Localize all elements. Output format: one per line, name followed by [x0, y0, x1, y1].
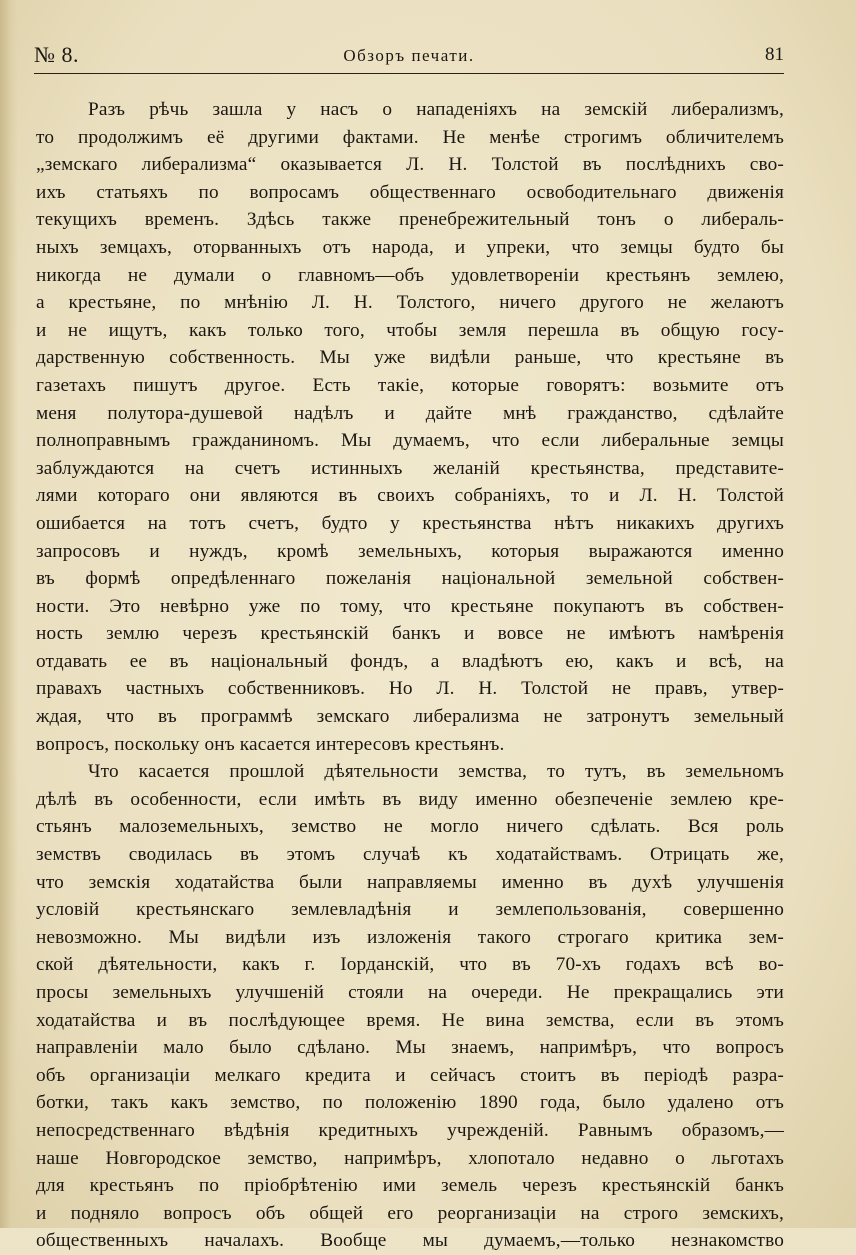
text-line: просы земельныхъ улучшеній стояли на очереди. Не прекращались эти	[36, 982, 784, 1003]
text-line: ждая, что въ программѣ земскаго либерализма не затронутъ земельный	[36, 706, 784, 728]
text-line: стьянъ малоземельныхъ, земство не могло ничего сдѣлать. Вся роль	[36, 816, 784, 838]
text-line: направленіи мало было сдѣлано. Мы знаемъ, напримѣръ, что вопросъ	[36, 1037, 784, 1059]
text-line: вопросъ, поскольку онъ касается интересовъ крестьянъ.	[36, 733, 505, 755]
section-title: Обзоръ печати.	[343, 46, 475, 65]
text-line: непосредственнаго вѣдѣнія кредитныхъ учрежденій. Равнымъ образомъ,—	[36, 1119, 784, 1141]
text-line: то продолжимъ её другими фактами. Не менѣе строгимъ обличителемъ	[36, 126, 784, 148]
text-line: „земскаго либерализма“ оказывается Л. Н. Толстой въ послѣднихъ сво-	[36, 154, 784, 176]
page-number: 81	[765, 44, 784, 65]
text-line: Разъ рѣчь зашла у насъ о нападеніяхъ на земскій либерализмъ,	[88, 99, 784, 120]
text-line: Что касается прошлой дѣятельности земства, то тутъ, въ земельномъ	[88, 761, 784, 783]
text-line: ботки, такъ какъ земство, по положенію 1890 года, было удалено отъ	[36, 1092, 784, 1114]
text-line: и подняло вопросъ объ общей его реорганизаціи на строго земскихъ,	[36, 1202, 784, 1224]
text-line: ныхъ земцахъ, оторванныхъ отъ народа, и упреки, что земцы будто бы	[36, 236, 784, 258]
text-line: условій крестьянскаго землевладѣнія и землепользованія, совершенно	[36, 899, 784, 921]
text-line: ность землю черезъ крестьянскій банкъ и вовсе не имѣютъ намѣренія	[36, 623, 784, 645]
text-line: въ формѣ опредѣленнаго пожеланія національной земельной собствен-	[36, 568, 784, 590]
text-line: никогда не думали о главномъ—объ удовлетвореніи крестьянъ землею,	[36, 264, 784, 286]
text-line: ности. Это невѣрно уже по тому, что крестьяне покупаютъ въ собствен-	[36, 595, 784, 617]
text-line: лями котораго они являются въ своихъ собраніяхъ, то и Л. Н. Толстой	[36, 485, 784, 507]
text-line: наше Новгородское земство, напримѣръ, хлопотало недавно о льготахъ	[36, 1147, 784, 1169]
text-line: запросовъ и нуждъ, кромѣ земельныхъ, которыя выражаются именно	[36, 540, 784, 562]
header-rule	[34, 73, 784, 74]
body-text	[36, 96, 784, 1255]
text-line: полноправнымъ гражданиномъ. Мы думаемъ, что если либеральные земцы	[36, 430, 784, 452]
text-line: и не ищутъ, какъ только того, чтобы земля перешла въ общую госу-	[36, 319, 784, 341]
book-spine-shadow	[0, 0, 18, 1228]
text-line: отдавать ее въ національный фондъ, а владѣютъ ею, какъ и всѣ, на	[36, 650, 784, 672]
text-line: дарственную собственность. Мы уже видѣли раньше, что крестьяне въ	[36, 347, 784, 369]
running-header	[34, 42, 784, 72]
issue-number: № 8.	[34, 42, 79, 67]
text-line: дѣлѣ въ особенности, если имѣть въ виду именно обезпеченіе землею кре-	[36, 788, 784, 810]
text-line: газетахъ пишутъ другое. Есть такіе, которые говорятъ: возьмите отъ	[36, 374, 784, 396]
text-line: а крестьяне, по мнѣнію Л. Н. Толстого, ничего другого не желаютъ	[36, 292, 784, 314]
text-line: текущихъ временъ. Здѣсь также пренебрежительный тонъ о либераль-	[36, 209, 784, 231]
text-line: правахъ частныхъ собственниковъ. Но Л. Н. Толстой не правъ, утвер-	[36, 678, 784, 700]
text-line: что земскія ходатайства были направляемы именно въ духѣ улучшенія	[36, 871, 784, 893]
text-line: объ организаціи мелкаго кредита и сейчасъ стоитъ въ періодѣ разра-	[36, 1064, 784, 1086]
text-line: для крестьянъ по пріобрѣтенію ими земель черезъ крестьянскій банкъ	[36, 1175, 784, 1197]
text-line: общественныхъ началахъ. Вообще мы думаемъ,—только незнакомство	[36, 1230, 784, 1252]
text-line: заблуждаются на счетъ истинныхъ желаній крестьянства, представите-	[36, 457, 784, 479]
text-line: ошибается на тотъ счетъ, будто у крестьянства нѣтъ никакихъ другихъ	[36, 512, 784, 534]
text-line: меня полутора-душевой надѣлъ и дайте мнѣ гражданство, сдѣлайте	[36, 402, 784, 424]
text-line: земствъ сводилась въ этомъ случаѣ къ ходатайствамъ. Отрицать же,	[36, 844, 784, 866]
text-line: ской дѣятельности, какъ г. Іорданскій, что въ 70-хъ годахъ всѣ во-	[36, 954, 784, 976]
text-line: ходатайства и въ послѣдующее время. Не вина земства, если въ этомъ	[36, 1009, 784, 1031]
text-line: невозможно. Мы видѣли изъ изложенія такого строгаго критика зем-	[36, 926, 784, 948]
text-line: ихъ статьяхъ по вопросамъ общественнаго освободительнаго движенія	[36, 181, 784, 203]
